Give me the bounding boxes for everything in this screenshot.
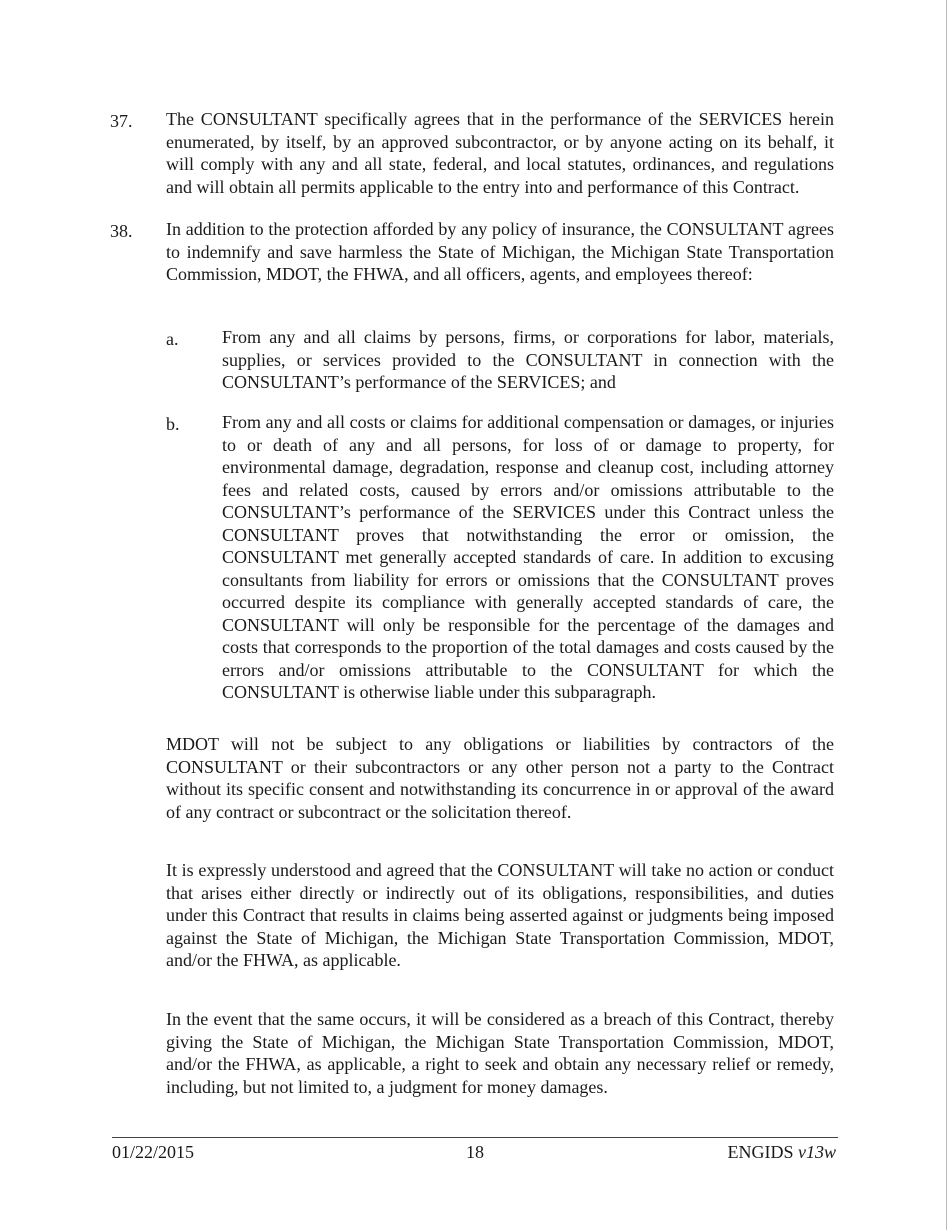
footer-version [728, 1141, 837, 1163]
subitem-a-label: a. [166, 329, 179, 349]
footer-date: 01/22/2015 [112, 1142, 195, 1162]
subitem-a-text: From any and all claims by persons, firms, or corporations for labor, materials, supplies, or services provided to the CONSULTANT in connection with the CONSULTANT’s performance of the SERVICES; and [222, 327, 834, 392]
subitem-b-text: From any and all costs or claims for additional compensation or damages, or injuries to or death of any and all persons, for loss of or damage to property, for environmental damage, degradation, response and cleanup cost, including attorney fees and related costs, caused by errors and/or omissions attributable to the CONSULTANT’s performance of the SERVICES under this Contract unless the CONSULTANT proves that notwithstanding the error or omission, the CONSULTANT met generally accepted standards of care. In addition to excusing consultants from liability for errors or omissions that the CONSULTANT proves occurred despite its compliance with generally accepted standards of care, the CONSULTANT will only be responsible for the percentage of the damages and costs that corresponds to the proportion of the total damages and costs caused by the errors and/or omissions attributable to the CONSULTANT for which the CONSULTANT is otherwise liable under this subparagraph. [222, 412, 834, 702]
paragraph-37-number: 37. [110, 111, 133, 131]
continuation-paragraph-2: It is expressly understood and agreed that the CONSULTANT will take no action or conduct that arises either directly or indirectly out of its obligations, responsibilities, and duties under this Contract that results in claims being asserted against or judgments being imposed against the State of Michigan, the Michigan State Transportation Commission, MDOT, and/or the FHWA, as applicable. [166, 860, 834, 970]
paragraph-38-number: 38. [110, 221, 133, 241]
footer-doc-id: ENGIDS [727, 1142, 794, 1162]
subitem-b-label: b. [166, 414, 180, 434]
footer-rule [112, 1137, 838, 1138]
continuation-paragraph-1: MDOT will not be subject to any obligations or liabilities by contractors of the CONSULTANT or their subcontractors or any other person not a party to the Contract without its specific consent and notwithstanding its concurrence in or approval of the award of any contract or subcontract or the solicitation thereof. [166, 734, 834, 822]
continuation-paragraph-3: In the event that the same occurs, it will be considered as a breach of this Contract, thereby giving the State of Michigan, the Michigan State Transportation Commission, MDOT, and/or the FHWA, as applicable, a right to seek and obtain any necessary relief or remedy, including, but not limited to, a judgment for money damages. [166, 1009, 834, 1097]
footer-page-number: 18 [466, 1142, 484, 1162]
scan-edge-line [946, 0, 947, 1230]
footer-version-suffix: v13w [798, 1142, 836, 1162]
paragraph-37-text: The CONSULTANT specifically agrees that in the performance of the SERVICES herein enumerated, by itself, by an approved subcontractor, or by anyone acting on its behalf, it will comply with any and all state, federal, and local statutes, ordinances, and regulations and will obtain all permits applicable to the entry into and performance of this Contract. [166, 109, 834, 197]
paragraph-38-text: In addition to the protection afforded by any policy of insurance, the CONSULTANT agrees to indemnify and save harmless the State of Michigan, the Michigan State Transportation Commission, MDOT, the FHWA, and all officers, agents, and employees thereof: [166, 219, 834, 284]
